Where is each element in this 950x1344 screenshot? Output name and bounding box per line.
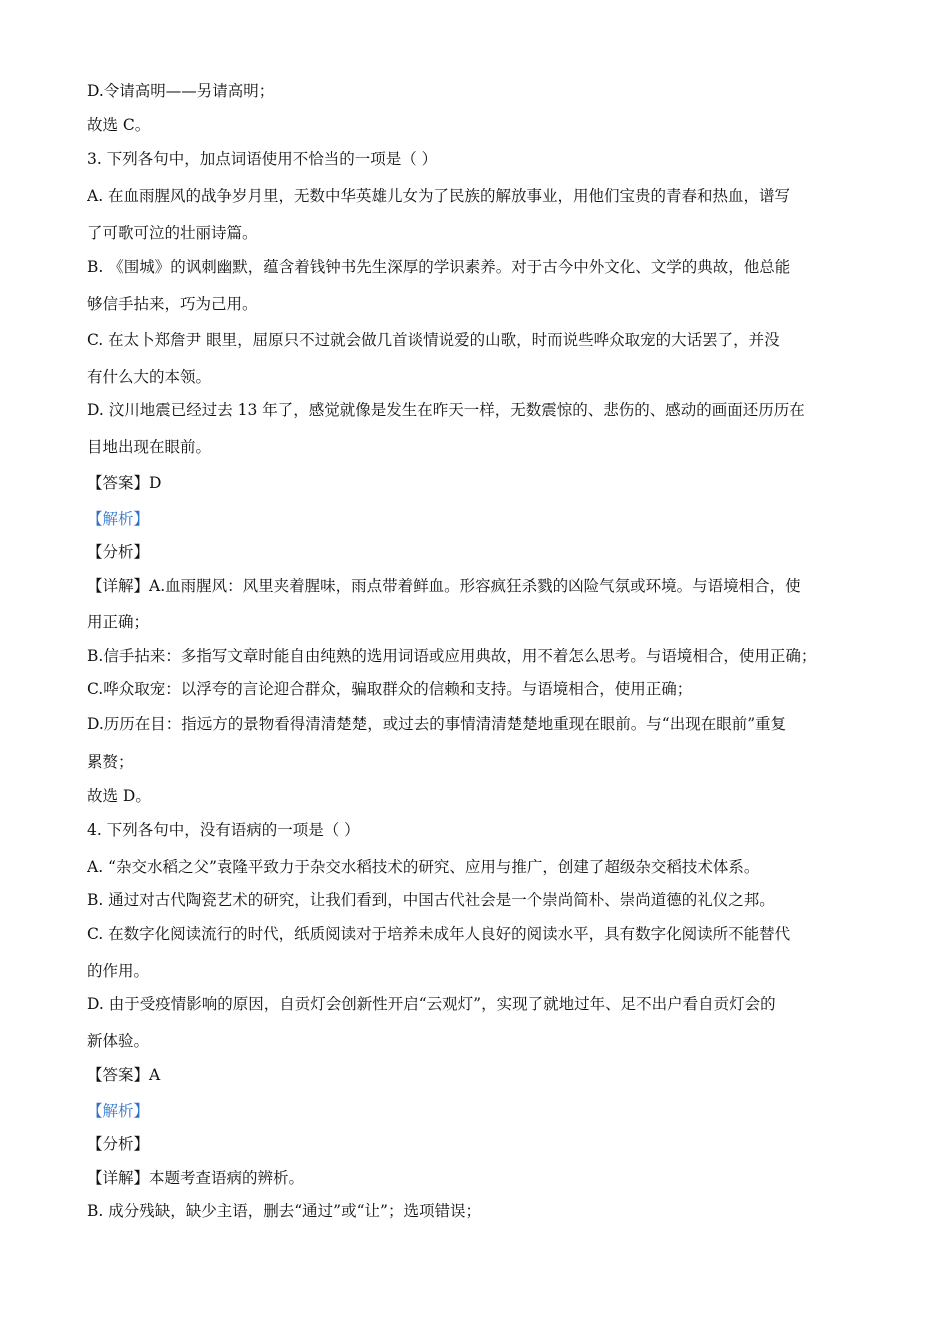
question-3-option-d: D. 汶川地震已经过去 13 年了，感觉就像是发生在昨天一样，无数震惊的、悲伤的、感动的画面还历历在	[87, 401, 805, 419]
text-line: 有什么大的本领。	[87, 368, 212, 386]
text-line: 目地出现在眼前。	[87, 438, 212, 456]
analysis-label: 【解析】	[87, 510, 150, 528]
question-4-option-a: A. “杂交水稻之父”袁隆平致力于杂交水稻技术的研究、应用与推广，创建了超级杂交稻技术体系。	[87, 858, 760, 876]
question-4-option-d: D. 由于受疫情影响的原因，自贡灯会创新性开启“云观灯”，实现了就地过年、足不出户看自贡灯会的	[87, 995, 776, 1013]
text-line: B.信手拈来：多指写文章时能自由纯熟的选用词语或应用典故，用不着怎么思考。与语境相合，使用正确；	[87, 647, 817, 665]
text-line: 的作用。	[87, 962, 150, 980]
question-3-stem: 3. 下列各句中，加点词语使用不恰当的一项是（ ）	[87, 150, 438, 168]
text-line: 了可歌可泣的壮丽诗篇。	[87, 224, 258, 242]
text-line: B. 成分残缺，缺少主语，删去“通过”或“让”；选项错误；	[87, 1202, 481, 1220]
text-line: 故选 D。	[87, 787, 151, 805]
detail-text: 【详解】A.血雨腥风：风里夹着腥味，雨点带着鲜血。形容疯狂杀戮的凶险气氛或环境。与语境相合，使	[87, 577, 801, 595]
question-3-option-b: B. 《围城》的讽刺幽默，蕴含着钱钟书先生深厚的学识素养。对于古今中外文化、文学的典故，他总能	[87, 258, 791, 276]
answer-label: 【答案】A	[87, 1066, 161, 1084]
question-3-option-a: A. 在血雨腥风的战争岁月里，无数中华英雄儿女为了民族的解放事业，用他们宝贵的青春和热血，谱写	[87, 187, 791, 205]
question-4-stem: 4. 下列各句中，没有语病的一项是（ ）	[87, 821, 360, 839]
text-line: 【分析】	[87, 543, 150, 561]
detail-text: 【详解】本题考查语病的辨析。	[87, 1169, 305, 1187]
analysis-label: 【解析】	[87, 1102, 150, 1120]
text-line: D.令请高明——另请高明；	[87, 82, 275, 100]
text-line: D.历历在目：指远方的景物看得清清楚楚，或过去的事情清清楚楚地重现在眼前。与“出现在眼前”重复	[87, 715, 787, 733]
text-line: 够信手拈来，巧为己用。	[87, 295, 258, 313]
text-line: 新体验。	[87, 1032, 150, 1050]
text-line: 故选 C。	[87, 116, 151, 134]
question-4-option-b: B. 通过对古代陶瓷艺术的研究，让我们看到，中国古代社会是一个崇尚简朴、崇尚道德的礼仪之邦。	[87, 891, 775, 909]
text-line: 用正确；	[87, 613, 150, 631]
text-line: C.哗众取宠：以浮夸的言论迎合群众，骗取群众的信赖和支持。与语境相合，使用正确；	[87, 680, 693, 698]
answer-label: 【答案】D	[87, 474, 162, 492]
text-line: 累赘；	[87, 753, 134, 771]
question-4-option-c: C. 在数字化阅读流行的时代，纸质阅读对于培养未成年人良好的阅读水平，具有数字化阅读所不能替代	[87, 925, 791, 943]
question-3-option-c: C. 在太卜郑詹尹 眼里，屈原只不过就会做几首谈情说爱的山歌，时而说些哗众取宠的大话罢了，并没	[87, 331, 780, 349]
text-line: 【分析】	[87, 1135, 150, 1153]
